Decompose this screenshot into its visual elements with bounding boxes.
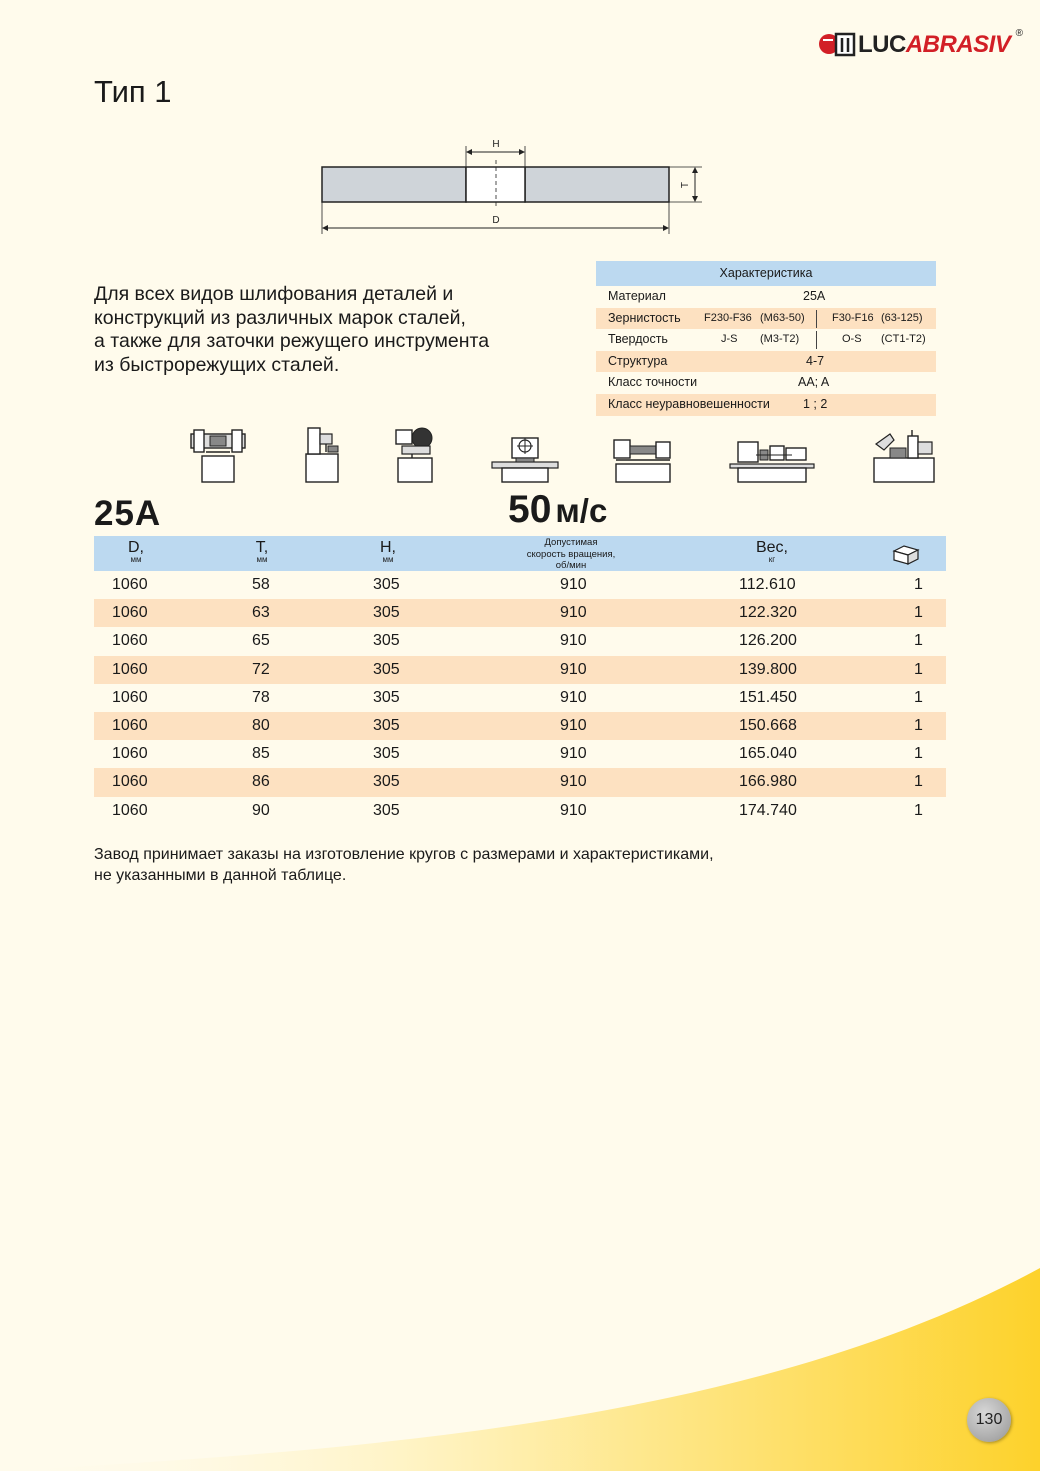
column-weight [742,536,802,571]
centerless-grinder-icon [726,424,818,484]
column-d [116,536,156,571]
cell-d: 1060 [112,801,148,819]
hardness-range-b: O-S [842,333,862,346]
cell-h: 305 [373,576,400,593]
row-value: 1 ; 2 [803,396,828,411]
cell-h: 305 [373,773,400,791]
cell-pack: 1 [914,716,923,734]
table-row [94,627,946,655]
cell-rpm: 910 [560,604,587,622]
bench-grinder-icon [188,424,248,484]
brand-logo [818,28,1023,62]
characteristics-row-imbalance [596,394,936,416]
cell-weight: 174.740 [739,801,797,819]
cell-pack: 1 [914,801,923,819]
grit-range-b: F30-F16 [832,311,874,324]
column-divider [816,331,817,349]
row-label: Класс неуравновешенности [608,396,770,411]
row-label: Твердость [608,332,668,347]
table-header [94,536,946,571]
surface-grinder-icon [490,424,560,484]
cell-pack: 1 [914,660,923,678]
description-line: а также для заточки режущего инструмента [94,330,490,352]
cell-t: 90 [252,801,270,819]
profile-grinder-icon [870,424,938,484]
table-row [94,712,946,740]
row-label: Материал [608,289,666,303]
column-weight-unit: кг [768,555,776,564]
row-label: Зернистость [608,310,681,325]
column-rpm-line: скорость вращения, [526,548,616,560]
hardness-range-a: J-S [721,333,738,346]
characteristics-header: Характеристика [596,261,936,286]
dimensions-table [94,536,946,825]
wheel-body-left [322,167,466,202]
label-d: D [492,215,500,226]
table-row [94,684,946,712]
cell-h: 305 [373,688,400,706]
cell-h: 305 [373,632,400,650]
brand-abrasiv: ABRASIV [905,31,1011,58]
footnote-line: Завод принимает заказы на изготовление кругов с размерами и характеристиками, [94,846,714,863]
page-title: Тип 1 [94,74,172,109]
cell-pack: 1 [914,576,923,593]
cell-rpm: 910 [560,716,587,734]
characteristics-row-grit [596,308,936,330]
cell-rpm: 910 [560,688,587,706]
cell-t: 80 [252,716,270,734]
table-row [94,768,946,796]
column-t [242,536,282,571]
label-h: H [492,139,500,150]
wheel-bore [466,167,525,202]
cell-d: 1060 [112,604,148,622]
cell-h: 305 [373,716,400,734]
cell-rpm: 910 [560,773,587,791]
cell-t: 58 [252,576,270,593]
cell-weight: 165.040 [739,745,797,763]
page-number: 130 [967,1398,1011,1442]
cell-weight: 122.320 [739,604,797,622]
cylindrical-grinder-icon [612,424,674,484]
order-footnote [94,845,854,886]
cell-weight: 166.980 [739,773,797,791]
wheel-body-right [525,167,669,202]
characteristics-row-hardness [596,329,936,351]
cell-h: 305 [373,660,400,678]
cell-weight: 112.610 [739,576,796,593]
column-divider [816,310,817,328]
max-speed [508,488,607,532]
column-d-label: D, [128,539,144,556]
cell-t: 63 [252,604,270,622]
cell-rpm: 910 [560,801,587,819]
hardness-note-a: (M3-T2) [760,333,800,346]
cell-t: 72 [252,660,270,678]
registered-mark: ® [1015,28,1023,39]
speed-unit: м/с [555,492,608,529]
cell-h: 305 [373,745,400,763]
description-line: из быстрорежущих сталей. [94,353,340,376]
grit-range-a: F230-F36 [704,311,752,324]
hardness-note-b: (CT1-T2) [881,333,926,346]
cell-d: 1060 [112,632,148,650]
table-row [94,599,946,627]
column-weight-label: Вес, [755,539,788,556]
cell-d: 1060 [112,576,148,593]
column-rpm-line: Допустимая [544,537,598,548]
logo-mark-icon [818,30,856,58]
cell-rpm: 910 [560,632,587,650]
cell-t: 65 [252,632,270,650]
characteristics-row-accuracy [596,372,936,394]
column-h-label: H, [380,539,396,556]
cell-rpm: 910 [560,660,587,678]
cell-pack: 1 [914,604,923,622]
abrasive-grade: 25A [94,494,162,533]
brand-name [858,31,1010,59]
column-t-unit: мм [256,555,268,564]
column-rpm [504,536,638,572]
speed-value: 50 [508,488,552,531]
row-label: Структура [608,353,668,368]
cell-rpm: 910 [560,576,587,593]
cell-d: 1060 [112,660,148,678]
column-h [368,536,408,571]
cell-h: 305 [373,801,400,819]
table-row [94,656,946,684]
column-t-label: T, [255,539,269,556]
cell-rpm: 910 [560,745,587,763]
cell-pack: 1 [914,745,923,763]
cell-t: 85 [252,745,270,763]
cell-t: 86 [252,773,270,791]
table-body [94,571,946,825]
column-h-unit: мм [382,555,394,564]
application-description [94,283,564,377]
row-label: Класс точности [608,375,698,390]
cell-weight: 150.668 [739,716,797,734]
label-t: T [680,181,691,189]
cell-weight: 139.800 [739,660,797,678]
description-line: конструкций из различных марок сталей, [94,306,466,329]
cell-pack: 1 [914,632,923,650]
cell-weight: 151.450 [739,688,797,706]
cell-pack: 1 [914,773,923,791]
cell-t: 78 [252,688,270,706]
brand-luc: LUC [858,31,906,58]
characteristics-row-material [596,286,936,308]
decorative-swoosh [0,1250,1040,1471]
vertical-grinder-icon [302,424,342,484]
characteristics-row-structure [596,351,936,373]
package-box-icon [891,543,921,565]
column-d-unit: мм [130,555,142,564]
table-row [94,571,946,599]
column-rpm-line: об/мин [555,560,587,571]
cell-d: 1060 [112,745,148,763]
table-row [94,797,946,825]
grit-note-a: (M63-50) [760,311,805,324]
footnote-line: не указанными в данной таблице. [94,866,347,884]
cell-d: 1060 [112,716,148,734]
cell-weight: 126.200 [739,632,797,650]
tool-sharpener-icon [392,424,438,484]
table-row [94,740,946,768]
cell-pack: 1 [914,688,923,706]
cell-d: 1060 [112,688,148,706]
grit-note-b: (63-125) [881,311,923,324]
wheel-cross-section-drawing [310,130,710,240]
row-value: 4-7 [806,353,825,368]
cell-d: 1060 [112,773,148,791]
description-line: Для всех видов шлифования деталей и [94,283,454,305]
column-pack [890,536,922,571]
row-value: AA; A [798,375,830,390]
cell-h: 305 [373,604,400,622]
characteristics-table [596,261,936,416]
row-value: 25A [803,289,826,303]
